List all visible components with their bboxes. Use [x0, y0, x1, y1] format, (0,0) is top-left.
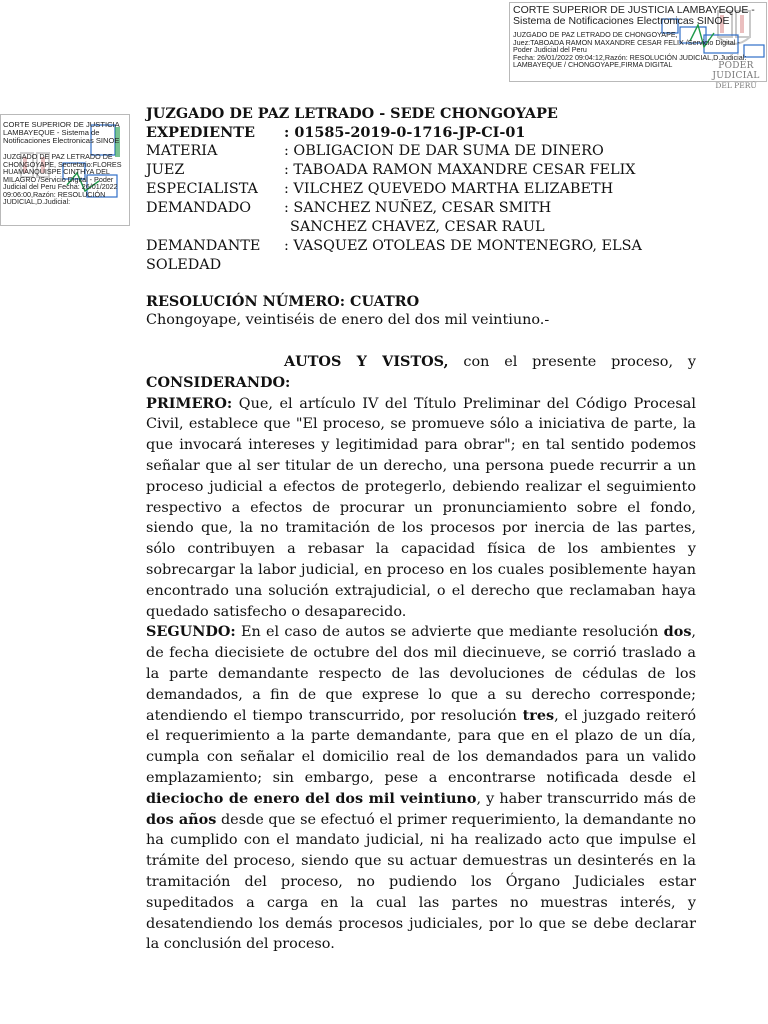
field-demandado-2	[146, 218, 696, 237]
field-value: : VILCHEZ QUEVEDO MARTHA ELIZABETH	[284, 181, 614, 197]
paragraph-segundo	[146, 622, 696, 955]
segundo-text: desde que se efectuó el primer requerimiento, la demandante no ha cumplido con el mandato judicial, ni ha realizado acto que impulse el trámite del proceso, siendo que su actuar demuestras un desinterés en la tramitación del proceso, no pudiendo los Órgano Judiciales estar supeditados a carga en la cual las partes no muestras interés, y desatendiendo los demás procesos judiciales, por lo que se debe declarar la conclusión del proceso.	[146, 811, 697, 953]
stamp-header-line: Sistema de Notificaciones Electronicas SINOE	[513, 15, 730, 28]
stamp-header	[513, 5, 763, 27]
field-especialista	[146, 180, 696, 199]
stamp-body-line: Fecha: 26/01/2022 09:04:12,Razón: RESOLUCIÓN JUDICIAL,D.Judicial:	[513, 52, 747, 62]
field-label: EXPEDIENTE	[146, 124, 255, 141]
field-expediente	[146, 123, 696, 142]
field-juez	[146, 161, 696, 180]
stamp-body-line: Poder Judicial del Peru	[513, 45, 587, 55]
digital-signature-stamp-judge	[509, 2, 767, 90]
stamp-body: JUZGADO DE PAZ LETRADO DE CHONGOYAPE, Secretario:FLORES HUAMANQUISPE CINTHYA DEL MILAGRO /Servicio Digital - Poder Judicial del Peru Fecha: 26/01/2022 09:06:00,Razón: RESOLUCIÓN JUDICIAL,D.Judicial:	[3, 152, 122, 207]
autos-line	[146, 352, 696, 373]
segundo-text: , el juzgado reiteró el requerimiento a la parte demandante, para que en el plazo de un día, cumpla con señalar el domicilio real de los demandados para un valido emplazamiento; sin embargo, pese a encontrarse notificada desde el	[146, 707, 696, 786]
stamp-body-line: LAMBAYEQUE / CHONGOYAPE,FIRMA DIGITAL	[513, 60, 673, 70]
segundo-emphasis: dieciocho de enero del dos mil veintiuno	[146, 789, 477, 807]
digital-signature-stamp-secretary	[0, 114, 130, 226]
field-value: : SANCHEZ NUÑEZ, CESAR SMITH	[284, 200, 552, 216]
field-demandante-cont: SOLEDAD	[146, 257, 222, 273]
considerando-heading: CONSIDERANDO:	[146, 373, 291, 391]
resolution-document	[146, 104, 696, 955]
stamp-body-line: Juez:TABOADA RAMON MAXANDRE CESAR FELIX /Servicio Digital -	[513, 37, 740, 47]
paragraph-primero	[146, 394, 696, 623]
resolution-title: RESOLUCIÓN NÚMERO: CUATRO	[146, 293, 420, 310]
stamp-header: CORTE SUPERIOR DE JUSTICIA LAMBAYEQUE - Sistema de Notificaciones Electronicas SINOE	[3, 120, 120, 145]
logo-subcaption: DEL PERÚ	[715, 81, 757, 90]
autos-text: con el presente proceso, y	[448, 354, 696, 370]
field-value: SANCHEZ CHAVEZ, CESAR RAUL	[290, 219, 545, 235]
field-label: DEMANDADO	[146, 200, 252, 216]
segundo-text: , y haber transcurrido más de	[476, 790, 696, 807]
segundo-emphasis: tres	[522, 706, 555, 724]
autos-heading: AUTOS Y VISTOS,	[284, 353, 449, 370]
segundo-emphasis: dos años	[146, 810, 217, 828]
field-demandado	[146, 199, 696, 218]
segundo-text: En el caso de autos se advierte que mediante resolución	[235, 624, 664, 641]
field-label: JUEZ	[146, 162, 185, 178]
field-label: DEMANDANTE	[146, 238, 261, 254]
field-materia	[146, 142, 696, 161]
segundo-label: SEGUNDO:	[146, 623, 236, 641]
logo-caption: PODER JUDICIAL	[712, 61, 760, 81]
stamp-body	[513, 31, 763, 69]
place-date: Chongoyape, veintiséis de enero del dos mil veintiuno.-	[146, 312, 550, 328]
segundo-emphasis: dos	[663, 623, 692, 641]
stamp-body-line: JUZGADO DE PAZ LETRADO DE CHONGOYAPE,	[513, 30, 678, 39]
field-label: MATERIA	[146, 143, 218, 159]
field-value: : VASQUEZ OTOLEAS DE MONTENEGRO, ELSA	[284, 238, 642, 254]
segundo-text: , de fecha diecisiete de octubre del dos mil diecinueve, se corrió traslado a la parte demandante respecto de las devoluciones de cédulas de los demandados, a fin de que exprese lo que a su derecho corresponde; atendiendo el tiempo transcurrido, por resolución	[146, 624, 696, 724]
field-value: : 01585-2019-0-1716-JP-CI-01	[284, 124, 526, 141]
primero-text: Que, el artículo IV del Título Preliminar del Código Procesal Civil, establece que "El proceso, se promueve sólo a iniciativa de parte, la que invocará intereses y legitimidad para obrar"; en tal sentido podemos señalar que al ser titular de un derecho, una persona puede recurrir a un proceso judicial a efectos de protegerlo, debiendo realizar el seguimiento respectivo a efectos de procurar un pronunciamiento sobre el fondo, siendo que, la no tramitación de los procesos por inercia de las partes, sólo contribuyen a rebasar la capacidad física de los ambientes y sobrecargar la labor judicial, en proceso en los cuales posiblemente hayan encontrado una solución extrajudicial, o el derecho que reclamaban haya quedado satisfecho o desaparecido.	[146, 395, 696, 620]
field-value: : OBLIGACION DE DAR SUMA DE DINERO	[284, 143, 604, 159]
field-label: ESPECIALISTA	[146, 181, 258, 197]
primero-label: PRIMERO:	[146, 394, 233, 412]
field-demandante	[146, 237, 696, 256]
court-name: JUZGADO DE PAZ LETRADO - SEDE CHONGOYAPE	[146, 105, 558, 122]
field-value: : TABOADA RAMON MAXANDRE CESAR FELIX	[284, 162, 636, 178]
stamp-header-line: CORTE SUPERIOR DE JUSTICIA LAMBAYEQUE -	[513, 4, 755, 16]
